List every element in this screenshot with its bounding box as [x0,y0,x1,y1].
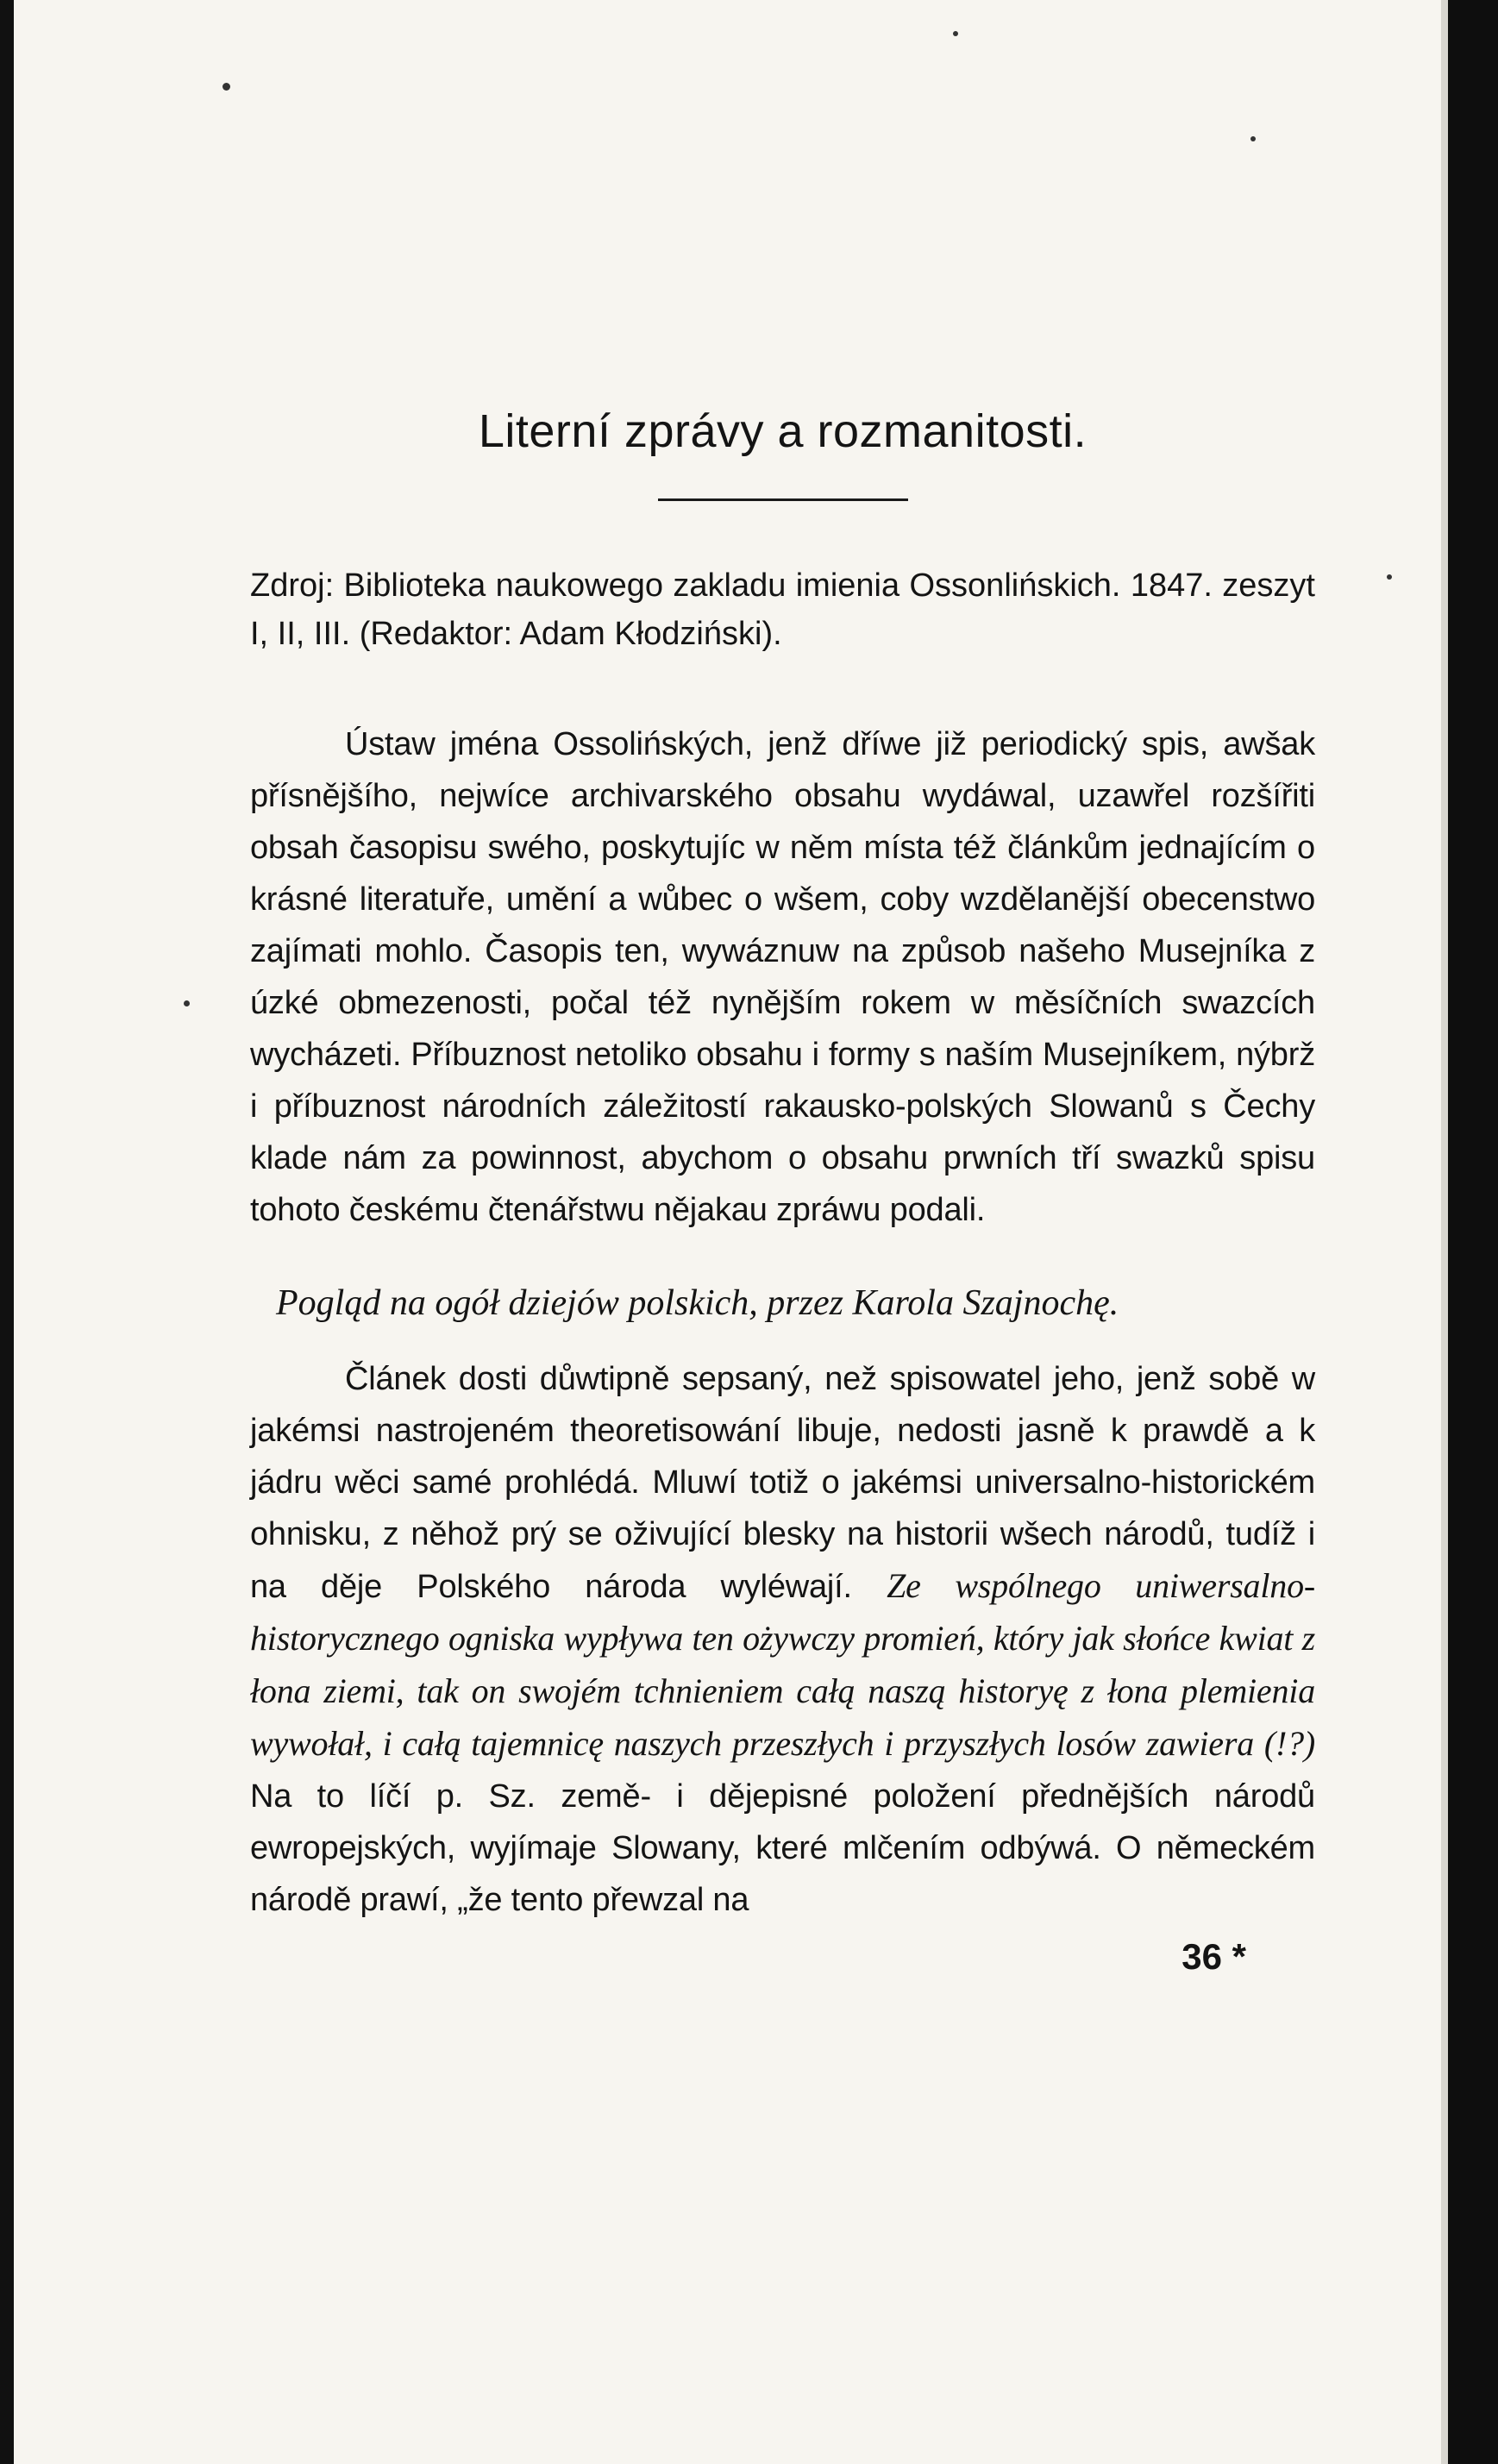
scan-edge-right-shadow [1441,0,1448,2464]
paragraph-intro: Ústaw jména Ossolińských, jenž dříwe již periodický spis, awšak přísnějšího, nejwíce archivarského obsahu wydáwal, uzawřel rozšířiti obsah časopisu swého, poskytujíc w něm místa též článkům jednajícím o krásné literatuře, umění a wůbec o wšem, coby wzdělanější obecenstwo zajímati mohlo. Časopis ten, wywáznuw na způsob našeho Musejníka z úzké obmezenosti, počal též nynějším rokem w měsíčních swazcích wycházeti. Příbuznost netoliko obsahu i formy s naším Musejníkem, nýbrž i příbuznost národních záležitostí rakausko-polských Slowanů s Čechy klade nám za powinnost, abychom o obsahu prwních tří swazků spisu tohoto českému čtenářstwu nějakau zpráwu podali. [250,726,1315,1228]
sheet-signature: 36 * [1181,1936,1246,1977]
source-citation: Zdroj: Biblioteka naukowego zakladu imienia Ossonlińskich. 1847. zeszyt I, II, III. (Redaktor: Adam Kłodziński). [250,567,1315,652]
article-subheading: Pogląd na ogół dziejów polskich, przez Karola Szajnochę. [276,1283,1119,1323]
polish-quote: Ze wspólnego uniwersalno-historycznego ogniska wypływa ten ożywczy promień, który jak słońce kwiat z łona ziemi, tak on swojém tchnieniem całą naszą historyę z łona plemienia wywołał, i całą tajemnicę naszych przeszłych i przyszłych losów zawiera (!?) [250,1566,1315,1763]
scan-speck [953,31,958,36]
paragraph-review [250,1353,1315,1926]
scan-speck [184,1000,190,1006]
scan-edge-right [1448,0,1498,2464]
paragraph-review-start: Článek dosti důwtipně sepsaný, než spisowatel jeho, jenž sobě w jakémsi nastrojeném theoretisowání libuje, nedosti jasně k prawdě a k jádru wěci samé prohlédá. Mluwí totiž o jakémsi universalno-historickém ohnisku, z něhož prý se oživující blesky na historii wšech národů, tudíž i na děje Polského národa wyléwají. [250,1361,1315,1605]
scan-edge-left [0,0,14,2464]
paragraph-review-end: Na to líčí p. Sz. země- i dějepisné položení přednějších národů ewropejských, wyjímaje Slowany, které mlčením odbýwá. O německém národě prawí, „že tento přewzal na [250,1778,1315,1918]
page-title: Literní zprávy a rozmanitosti. [478,405,1087,457]
scan-speck [1250,136,1256,141]
document-page [250,362,1315,1983]
scan-speck [223,83,230,91]
scan-speck [1387,574,1392,580]
title-divider [658,498,908,501]
